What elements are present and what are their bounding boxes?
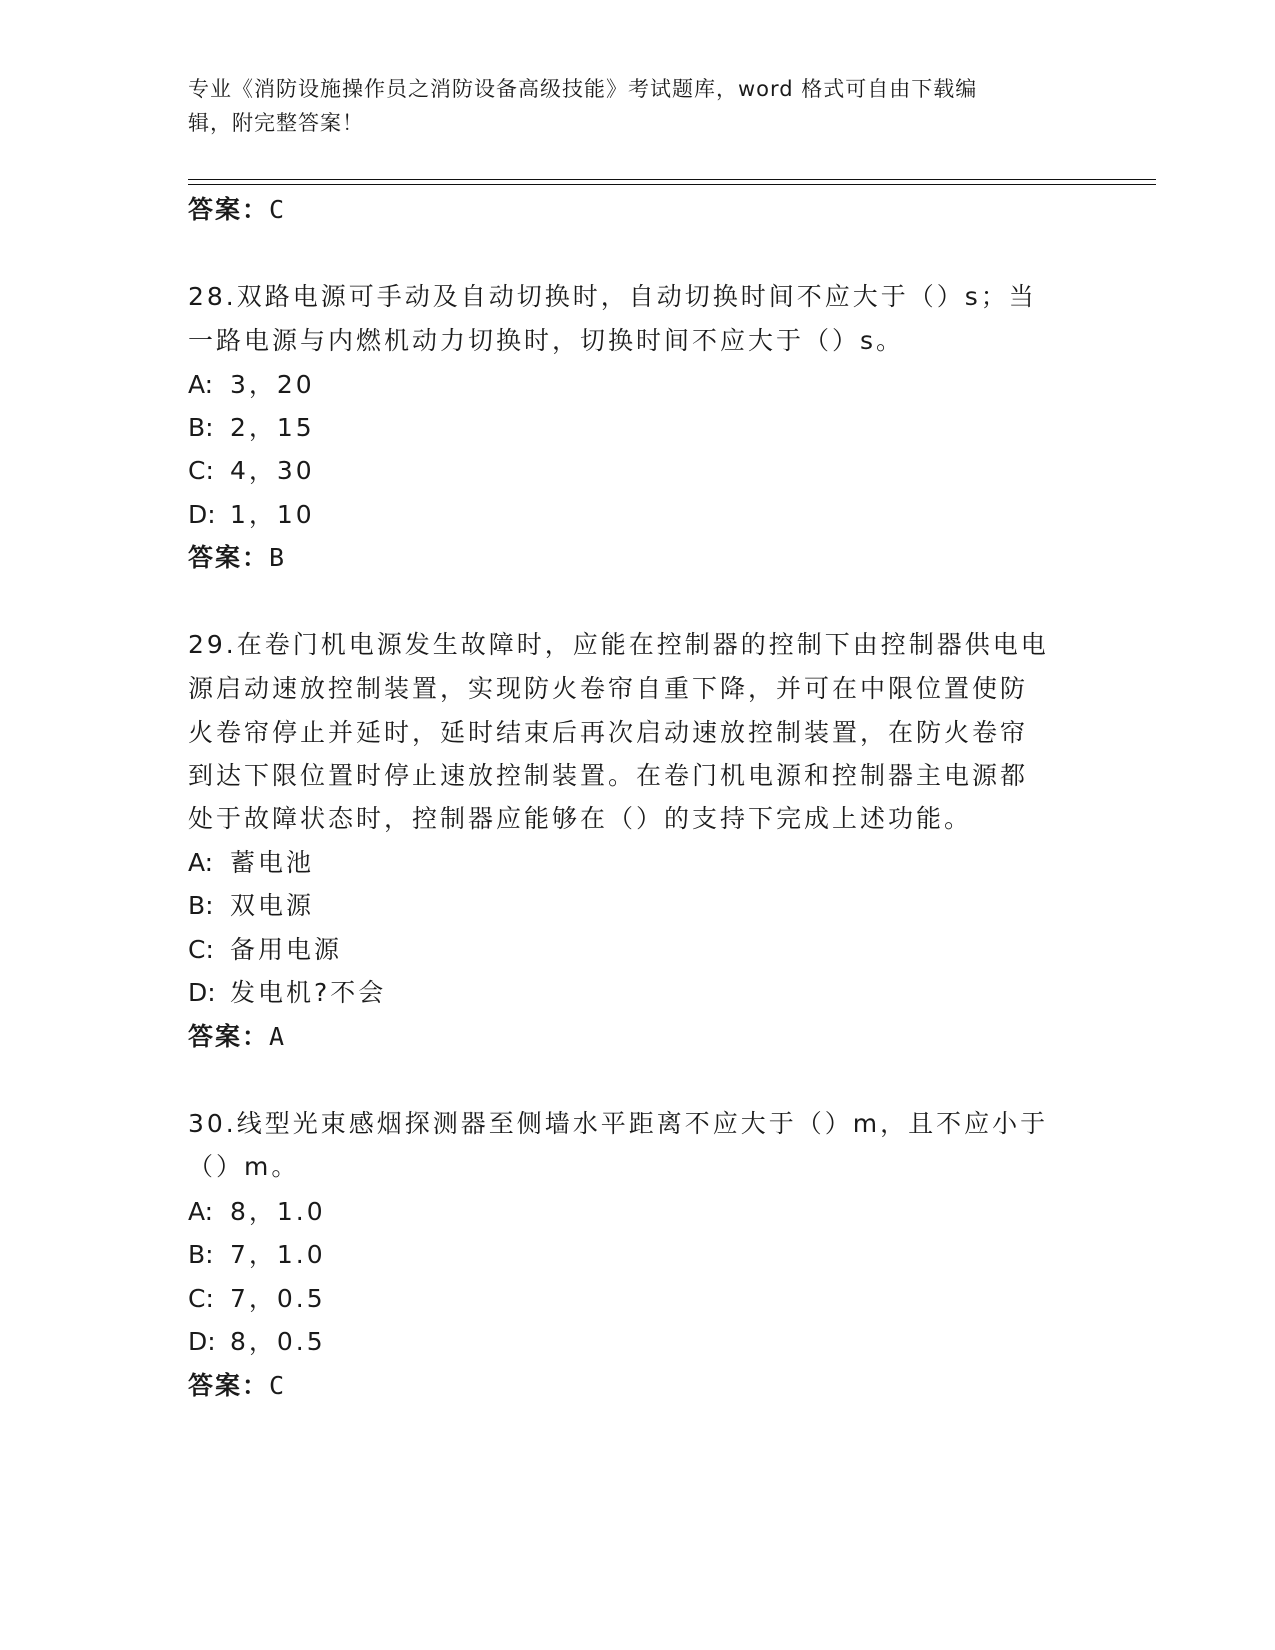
question-29-stem-line-5: 处于故障状态时，控制器应能够在（）的支持下完成上述功能。 <box>188 804 973 833</box>
previous-answer <box>188 195 1088 225</box>
question-28-option-b: B: 2，15 <box>188 413 315 442</box>
question-28-stem-line-2: 一路电源与内燃机动力切换时，切换时间不应大于（）s。 <box>188 326 905 355</box>
question-30-option-c: C: 7，0.5 <box>188 1284 326 1313</box>
question-number: 28. <box>188 282 237 311</box>
question-number: 29. <box>188 630 237 659</box>
question-29-stem-line-3: 火卷帘停止并延时，延时结束后再次启动速放控制装置，在防火卷帘 <box>188 718 1029 747</box>
question-28-answer: 答案：B <box>188 543 287 572</box>
answer-label: 答案： <box>188 195 270 224</box>
question-30-option-a: A: 8，1.0 <box>188 1197 326 1226</box>
question-29-answer: 答案：A <box>188 1022 287 1051</box>
question-number: 30. <box>188 1109 237 1138</box>
question-30-stem-line-1: 30.线型光束感烟探测器至侧墙水平距离不应大于（）m，且不应小于 <box>188 1109 1049 1138</box>
question-30-answer: 答案：C <box>188 1371 287 1400</box>
question-28-option-c: C: 4，30 <box>188 456 315 485</box>
question-30-option-b: B: 7，1.0 <box>188 1240 326 1269</box>
header-line-1: 专业《消防设施操作员之消防设备高级技能》考试题库，word 格式可自由下载编 <box>188 77 978 101</box>
question-29-option-b: B: 双电源 <box>188 891 315 920</box>
header-divider-top <box>188 179 1156 180</box>
question-28-option-a: A: 3，20 <box>188 370 315 399</box>
question-29-stem-line-4: 到达下限位置时停止速放控制装置。在卷门机电源和控制器主电源都 <box>188 761 1029 790</box>
document-header <box>188 72 1088 140</box>
header-line-2: 辑，附完整答案！ <box>188 111 364 135</box>
header-divider-bottom <box>188 184 1156 185</box>
answer-value: C <box>269 195 287 224</box>
question-30-option-d: D: 8，0.5 <box>188 1327 326 1356</box>
question-29-option-a: A: 蓄电池 <box>188 848 315 877</box>
question-28-stem-line-1: 28.双路电源可手动及自动切换时，自动切换时间不应大于（）s；当 <box>188 282 1037 311</box>
question-29-option-c: C: 备用电源 <box>188 935 343 964</box>
question-29-stem-line-1: 29.在卷门机电源发生故障时，应能在控制器的控制下由控制器供电电 <box>188 630 1049 659</box>
question-29-option-d: D: 发电机?不会 <box>188 978 387 1007</box>
question-29-stem-line-2: 源启动速放控制装置，实现防火卷帘自重下降，并可在中限位置使防 <box>188 674 1029 703</box>
question-28-option-d: D: 1，10 <box>188 500 315 529</box>
question-30-stem-line-2: （）m。 <box>188 1152 300 1181</box>
